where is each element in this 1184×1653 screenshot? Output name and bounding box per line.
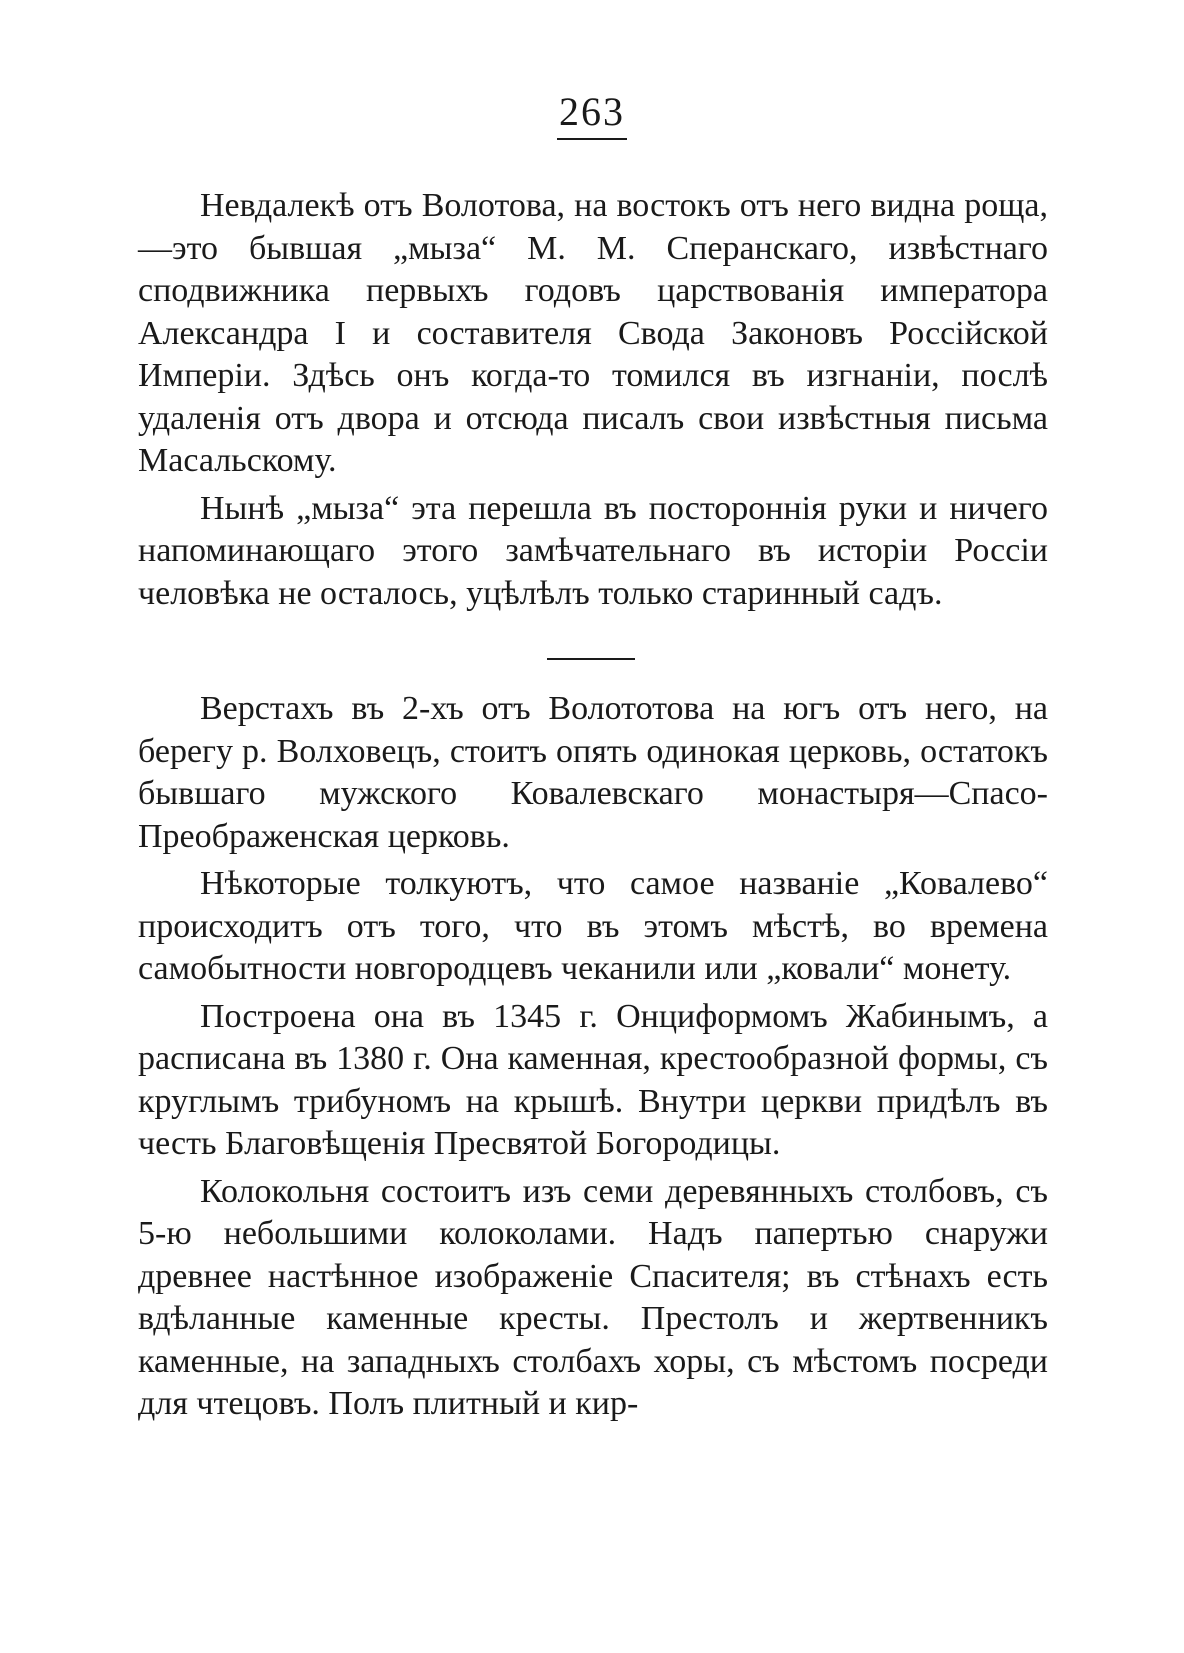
paragraph: Колокольня состоитъ изъ семи деревянныхъ столбовъ, съ 5-ю небольшими колоколами. Надъ папертью снаружи древнее настѣнное изображеніе Спасителя; въ стѣнахъ есть вдѣланные каменные кресты. Престолъ и жертвенникъ каменные, на западныхъ столбахъ хоры, съ мѣстомъ посреди для чтецовъ. Полъ плитный и кир- — [138, 1172, 1048, 1422]
page-number — [0, 88, 1184, 140]
paragraph: Верстахъ въ 2-хъ отъ Волототова на югъ отъ него, на берегу р. Волховецъ, стоитъ опять одинокая церковь, остатокъ бывшаго мужского Ковалевскаго монастыря—Спасо-Преображенская церковь. — [138, 690, 1048, 855]
section-divider — [547, 658, 635, 660]
text-section-volotovo-myza — [138, 185, 1048, 615]
paragraph: Построена она въ 1345 г. Онциформомъ Жабинымъ, а расписана въ 1380 г. Она каменная, крестообразной формы, съ круглымъ трибуномъ на крышѣ. Внутри церкви придѣлъ въ честь Благовѣщенія Пресвятой Богородицы. — [138, 997, 1048, 1162]
text-section-kovalevo-church — [138, 688, 1048, 1426]
paragraph: Нынѣ „мыза“ эта перешла въ постороннія руки и ничего напоминающаго этого замѣчательнаго въ исторіи Россіи человѣка не осталось, уцѣлѣлъ только старинный садъ. — [138, 489, 1048, 612]
page-number-text: 263 — [557, 88, 627, 140]
paragraph: Нѣкоторые толкуютъ, что самое названіе „Ковалево“ происходитъ отъ того, что въ этомъ мѣстѣ, во времена самобытности новгородцевъ чеканили или „ковали“ монету. — [138, 865, 1048, 987]
paragraph: Невдалекѣ отъ Волотова, на востокъ отъ него видна роща,—это бывшая „мыза“ М. М. Сперанскаго, извѣстнаго сподвижника первыхъ годовъ царствованія императора Александра I и составителя Свода Законовъ Россійской Имперіи. Здѣсь онъ когда-то томился въ изгнаніи, послѣ удаленія отъ двора и отсюда писалъ свои извѣстныя письма Масальскому. — [138, 187, 1048, 479]
